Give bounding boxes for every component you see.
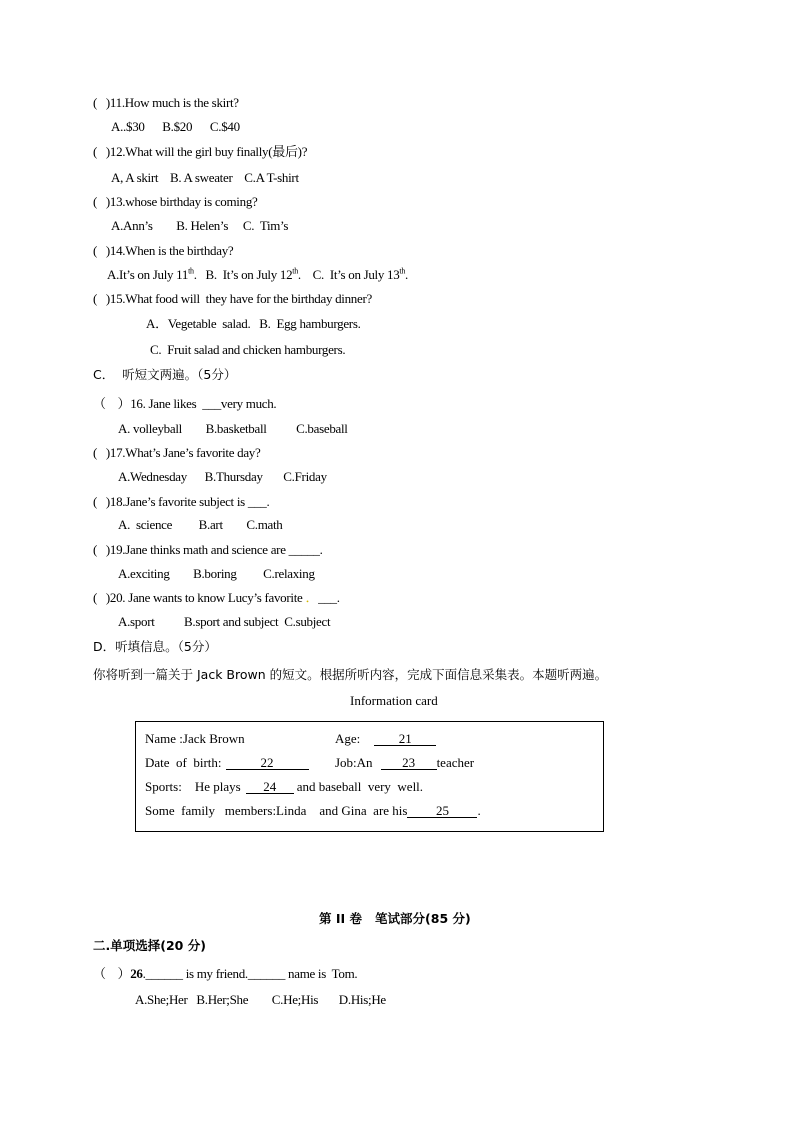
q26-stem: [93, 966, 357, 982]
card-family-label: Some family members:Linda and Gina are his: [145, 803, 408, 818]
q20-stem: [93, 590, 340, 606]
section-c-title: C． 听短文两遍。（5分）: [93, 367, 237, 382]
blank-25[interactable]: 25: [407, 804, 477, 818]
q16-options: A. volleyball B.basketball C.baseball: [118, 421, 348, 436]
q14-sup-a: th: [188, 266, 194, 276]
q12-stem: ( )12.What will the girl buy finally(最后)?: [93, 144, 308, 159]
info-card-title: Information card: [350, 693, 438, 708]
q26-number: 26: [130, 966, 143, 981]
q20-highlight-mark: ．: [305, 590, 319, 605]
card-name: Name :Jack Brown: [145, 731, 245, 746]
q14-stem: ( )14.When is the birthday?: [93, 243, 234, 258]
section-d-instruction: 你将听到一篇关于 Jack Brown 的短文。根据所听内容，完成下面信息采集表。本题听两遍。: [93, 667, 608, 682]
q11-options: A..$30 B.$20 C.$40: [111, 119, 240, 134]
blank-21[interactable]: 21: [374, 732, 436, 746]
q17-stem: ( )17.What’s Jane’s favorite day?: [93, 445, 261, 460]
q13-stem: ( )13.whose birthday is coming?: [93, 194, 258, 209]
card-job-tail: teacher: [436, 755, 475, 770]
card-sports-label: Sports: He plays: [145, 779, 241, 794]
card-family-tail: .: [477, 803, 481, 818]
part2-section-title: 二.单项选择(20 分): [93, 938, 206, 953]
q11-stem: ( )11.How much is the skirt?: [93, 95, 239, 110]
card-age: [335, 731, 436, 747]
q20-options: A.sport B.sport and subject C.subject: [118, 614, 331, 629]
card-job-label: Job:An: [335, 755, 373, 770]
q14-end: .: [405, 267, 408, 282]
blank-22[interactable]: 22: [226, 756, 309, 770]
card-age-label: Age:: [335, 731, 361, 746]
q15-stem: ( )15.What food will they have for the birthday dinner?: [93, 291, 372, 306]
q19-stem: ( )19.Jane thinks math and science are _____.: [93, 542, 323, 557]
q26-stem-rest: .______ is my friend.______ name is Tom.: [142, 966, 358, 981]
q18-options: A. science B.art C.math: [118, 517, 283, 532]
part2-title: 第 II 卷 笔试部分(85 分): [319, 911, 471, 926]
card-sports: [145, 779, 423, 795]
q20-stem-b: ___.: [318, 590, 340, 605]
section-d-title: D．听填信息。（5分）: [93, 639, 217, 654]
blank-24[interactable]: 24: [246, 780, 294, 794]
q13-options: A.Ann’s B. Helen’s C. Tim’s: [111, 218, 289, 233]
card-family: [145, 803, 481, 819]
q26-options: A.She;Her B.Her;She C.He;His D.His;He: [135, 992, 386, 1007]
q15-option-a: A．Vegetable salad. B. Egg hamburgers.: [146, 316, 361, 331]
q20-stem-a: ( )20. Jane wants to know Lucy’s favorite: [93, 590, 306, 605]
q12-options: A, A skirt B. A sweater C.A T-shirt: [111, 170, 299, 185]
card-sports-tail: and baseball very well.: [296, 779, 424, 794]
information-card: [135, 721, 604, 832]
q15-option-c: C. Fruit salad and chicken hamburgers.: [150, 342, 346, 357]
card-job: [335, 755, 474, 771]
card-dob-label: Date of birth:: [145, 755, 222, 770]
q14-sup-b: th: [292, 266, 298, 276]
q19-options: A.exciting B.boring C.relaxing: [118, 566, 315, 581]
q14-options: [107, 267, 408, 283]
q14-sup-c: th: [399, 266, 406, 276]
q16-stem: （ ）16. Jane likes ___very much.: [93, 396, 277, 411]
q14-option-c: . C. It’s on July 13: [297, 267, 400, 282]
q26-prefix: （ ）: [93, 966, 131, 981]
q17-options: A.Wednesday B.Thursday C.Friday: [118, 469, 327, 484]
q18-stem: ( )18.Jane’s favorite subject is ___.: [93, 494, 270, 509]
q14-option-a: A.It’s on July 11: [107, 267, 189, 282]
blank-23[interactable]: 23: [381, 756, 437, 770]
q14-option-b: . B. It’s on July 12: [193, 267, 293, 282]
card-dob: [145, 755, 309, 771]
